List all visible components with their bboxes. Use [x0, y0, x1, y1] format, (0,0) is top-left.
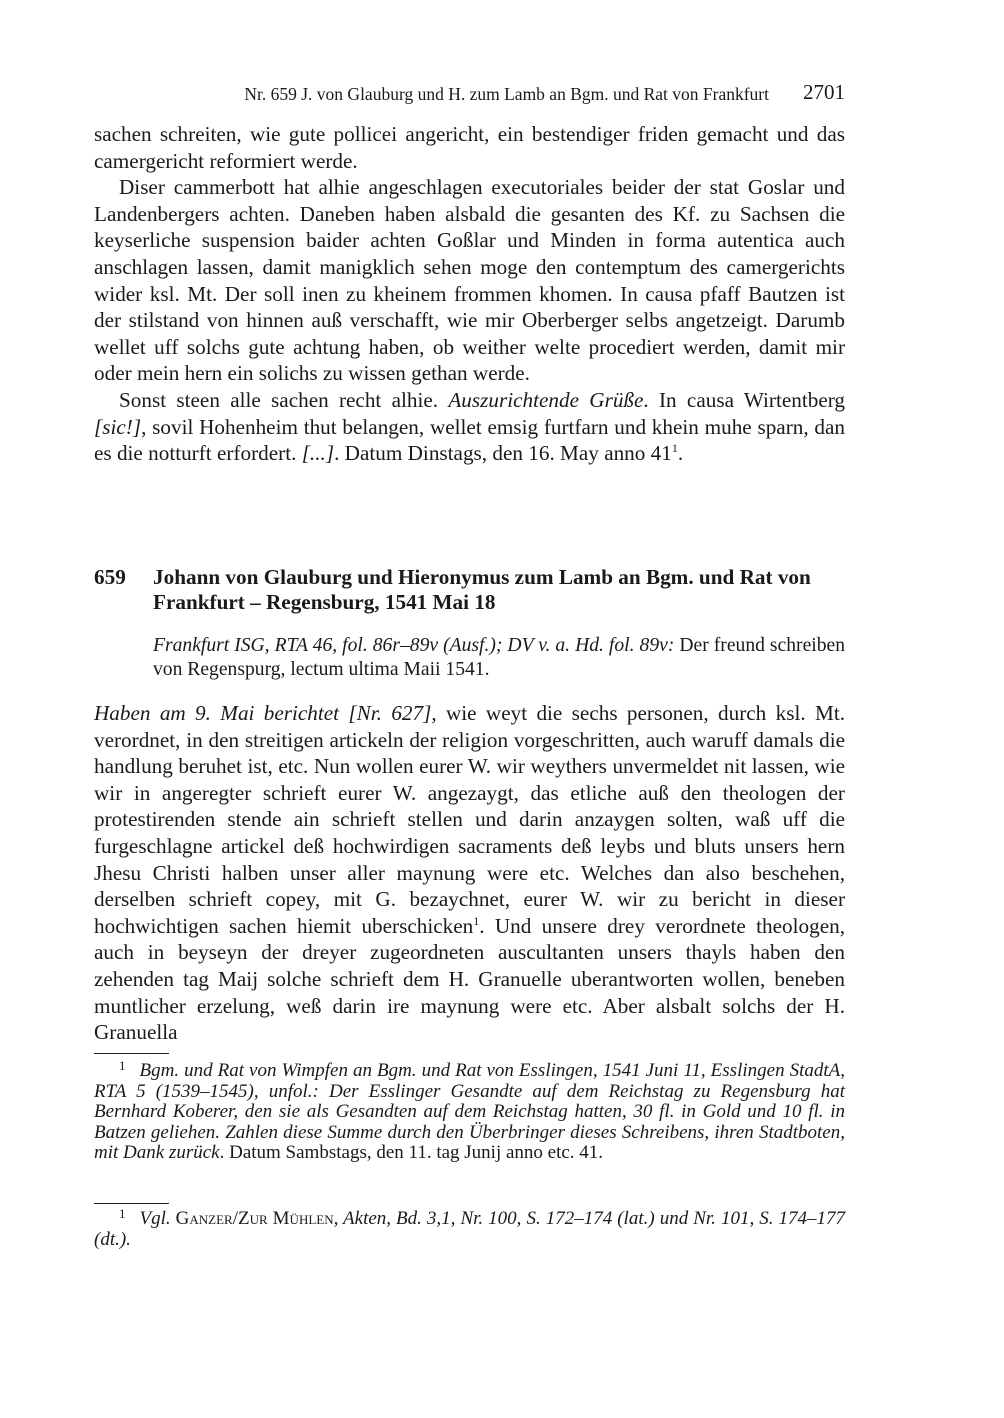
document-number: 659	[94, 565, 126, 589]
footnote-reference[interactable]: 1	[671, 441, 678, 456]
previous-document-text	[94, 121, 845, 467]
paragraph	[94, 387, 845, 467]
running-head-title: Nr. 659 J. von Glauburg und H. zum Lamb an Bgm. und Rat von Frankfurt	[244, 84, 769, 104]
footnote-rule	[94, 1053, 169, 1054]
source-citation: Frankfurt ISG, RTA 46, fol. 86r–89v (Ausf.); DV v. a. Hd. fol. 89v:	[153, 635, 675, 656]
footnote-italic: , Akten, Bd. 3,1, Nr. 100, S. 172–174 (lat.) und Nr. 101, S. 174–177 (dt.).	[94, 1208, 845, 1250]
source-note	[153, 634, 845, 682]
text-run: . In causa Wirtentberg	[643, 387, 845, 412]
footnote-reference[interactable]: 1	[473, 913, 480, 928]
footnote: 1 Vgl. Ganzer/Zur Mühlen, Akten, Bd. 3,1, Nr. 100, S. 172–174 (lat.) und Nr. 101, S. 174–177 (dt.).	[94, 1206, 845, 1250]
text-run: , wie weyt die sechs personen, durch ksl. Mt. verordnet, in den streitigen artickeln der religion vorgeschritten, auch waruff damals die handlung beruhet ist, etc. Nun wollen eurer W. wir weythers unvermeldet nit lassen, wie wir in angeregter schrieft eurer W. angezaygt, das etliche auß den theologen der protestirenden stende ain schrieft stellen und darin anzaygen solten, waß uff die furgeschlagne artickel deß hochwirdigen sacraments deß leybs und bluts unsers hern Jhesu Christi halben unser aller maynung were etc. Welches dan also beschehen, derselben schrieft copey, mit G. bezaychnet, eurer W. wir zu bericht in dieser hochwichtigen sachen hiemit uberschicken	[94, 701, 845, 938]
footnote-rule	[94, 1203, 169, 1204]
footnote-text: . Datum Sambstags, den 11. tag Junij anno etc. 41.	[219, 1142, 604, 1164]
page-number: 2701	[803, 80, 845, 104]
document-title: Johann von Glauburg und Hieronymus zum Lamb an Bgm. und Rat von Frankfurt – Regensburg, 1541 Mai 18	[153, 565, 811, 614]
footnote-italic: Bgm. und Rat von Wimpfen an Bgm. und Rat von Esslingen, 1541 Juni 11, Esslingen StadtA, RTA 5 (1539–1545), unfol.: Der Esslinger Gesandte auf dem Reichstag zu Regensburg hat Bernhard Koberer, den sie als Gesandten auf dem Reichstag hatten, 30 fl. in Gold und 10 fl. in Batzen geliehen. Zahlen diese Summe durch den Überbringer dieses Schreibens, ihren Stadtboten, mit Dank zurück	[94, 1060, 845, 1164]
editorial-italic: [...]	[301, 441, 335, 466]
paragraph: Diser cammerbott hat alhie angeschlagen executoriales beider der stat Goslar und Landenbergers achten. Daneben haben alsbald die gesanten des Kf. zu Sachsen die keyserliche suspension baider achten Goßlar und Minden in forma autentica auch anschlagen lassen, damit manigklich sehen moge den contemptum des camergerichts wider ksl. Mt. Der soll inen zu kheinem frommen khomen. In causa pfaff Bautzen ist der stilstand von hinnen auß verschafft, wie mir Oberberger selbs angetzeigt. Darumb wellet uff solchs gute achtung haben, ob weither welte procediert werden, damit mir oder mein hern ein solichs zu wissen gethan werde.	[94, 175, 845, 386]
paragraph: sachen schreiten, wie gute pollicei angericht, ein bestendiger friden gemacht und das camergericht reformiert werde.	[94, 122, 845, 173]
endorsement-text: Der freund schreiben von Regenspurg, lectum ultima Maii 1541.	[153, 635, 846, 680]
footnote: 1 Bgm. und Rat von Wimpfen an Bgm. und Rat von Esslingen, 1541 Juni 11, Esslingen StadtA, RTA 5 (1539–1545), unfol.: Der Esslinger Gesandte auf dem Reichstag zu Regensburg hat Bernhard Koberer, den sie als Gesandten auf dem Reichstag hatten, 30 fl. in Gold und 10 fl. in Batzen geliehen. Zahlen diese Summe durch den Überbringer dieses Schreibens, ihren Stadtboten, mit Dank zurück. Datum Sambstags, den 11. tag Junij anno etc. 41.	[94, 1058, 845, 1164]
text-run: Sonst steen alle sachen recht alhie.	[119, 387, 449, 412]
footnote-italic: Vgl.	[139, 1208, 176, 1229]
editorial-italic: Haben am 9. Mai berichtet [Nr. 627]	[94, 701, 432, 725]
text-run: , sovil Hohenheim thut belangen, wellet emsig furtfarn und khein muhe sparn, dan es die notturft erfordert.	[94, 414, 845, 466]
author-names: Ganzer/Zur Mühlen	[175, 1208, 334, 1229]
editorial-italic: [sic!]	[94, 414, 142, 439]
document-body	[94, 700, 845, 1046]
paragraph	[94, 700, 845, 1046]
running-head	[94, 80, 845, 108]
text-run: .	[677, 441, 684, 466]
editorial-italic: Auszurichtende Grüße	[448, 387, 644, 412]
document-heading	[94, 565, 845, 615]
text-run: . Datum Dinstags, den 16. May anno 41	[334, 441, 672, 466]
text-run: . Und unsere drey verordnete theologen, auch in beyseyn der dreyer zugeordneten auscultanten unsers thayls haben den zehenden tag Maij solche schrieft dem H. Granuelle uberantworten wollen, beneben muntlicher erzelung, weß darin ire maynung were etc. Aber alsbalt solchs der H. Granuella	[94, 913, 845, 1045]
